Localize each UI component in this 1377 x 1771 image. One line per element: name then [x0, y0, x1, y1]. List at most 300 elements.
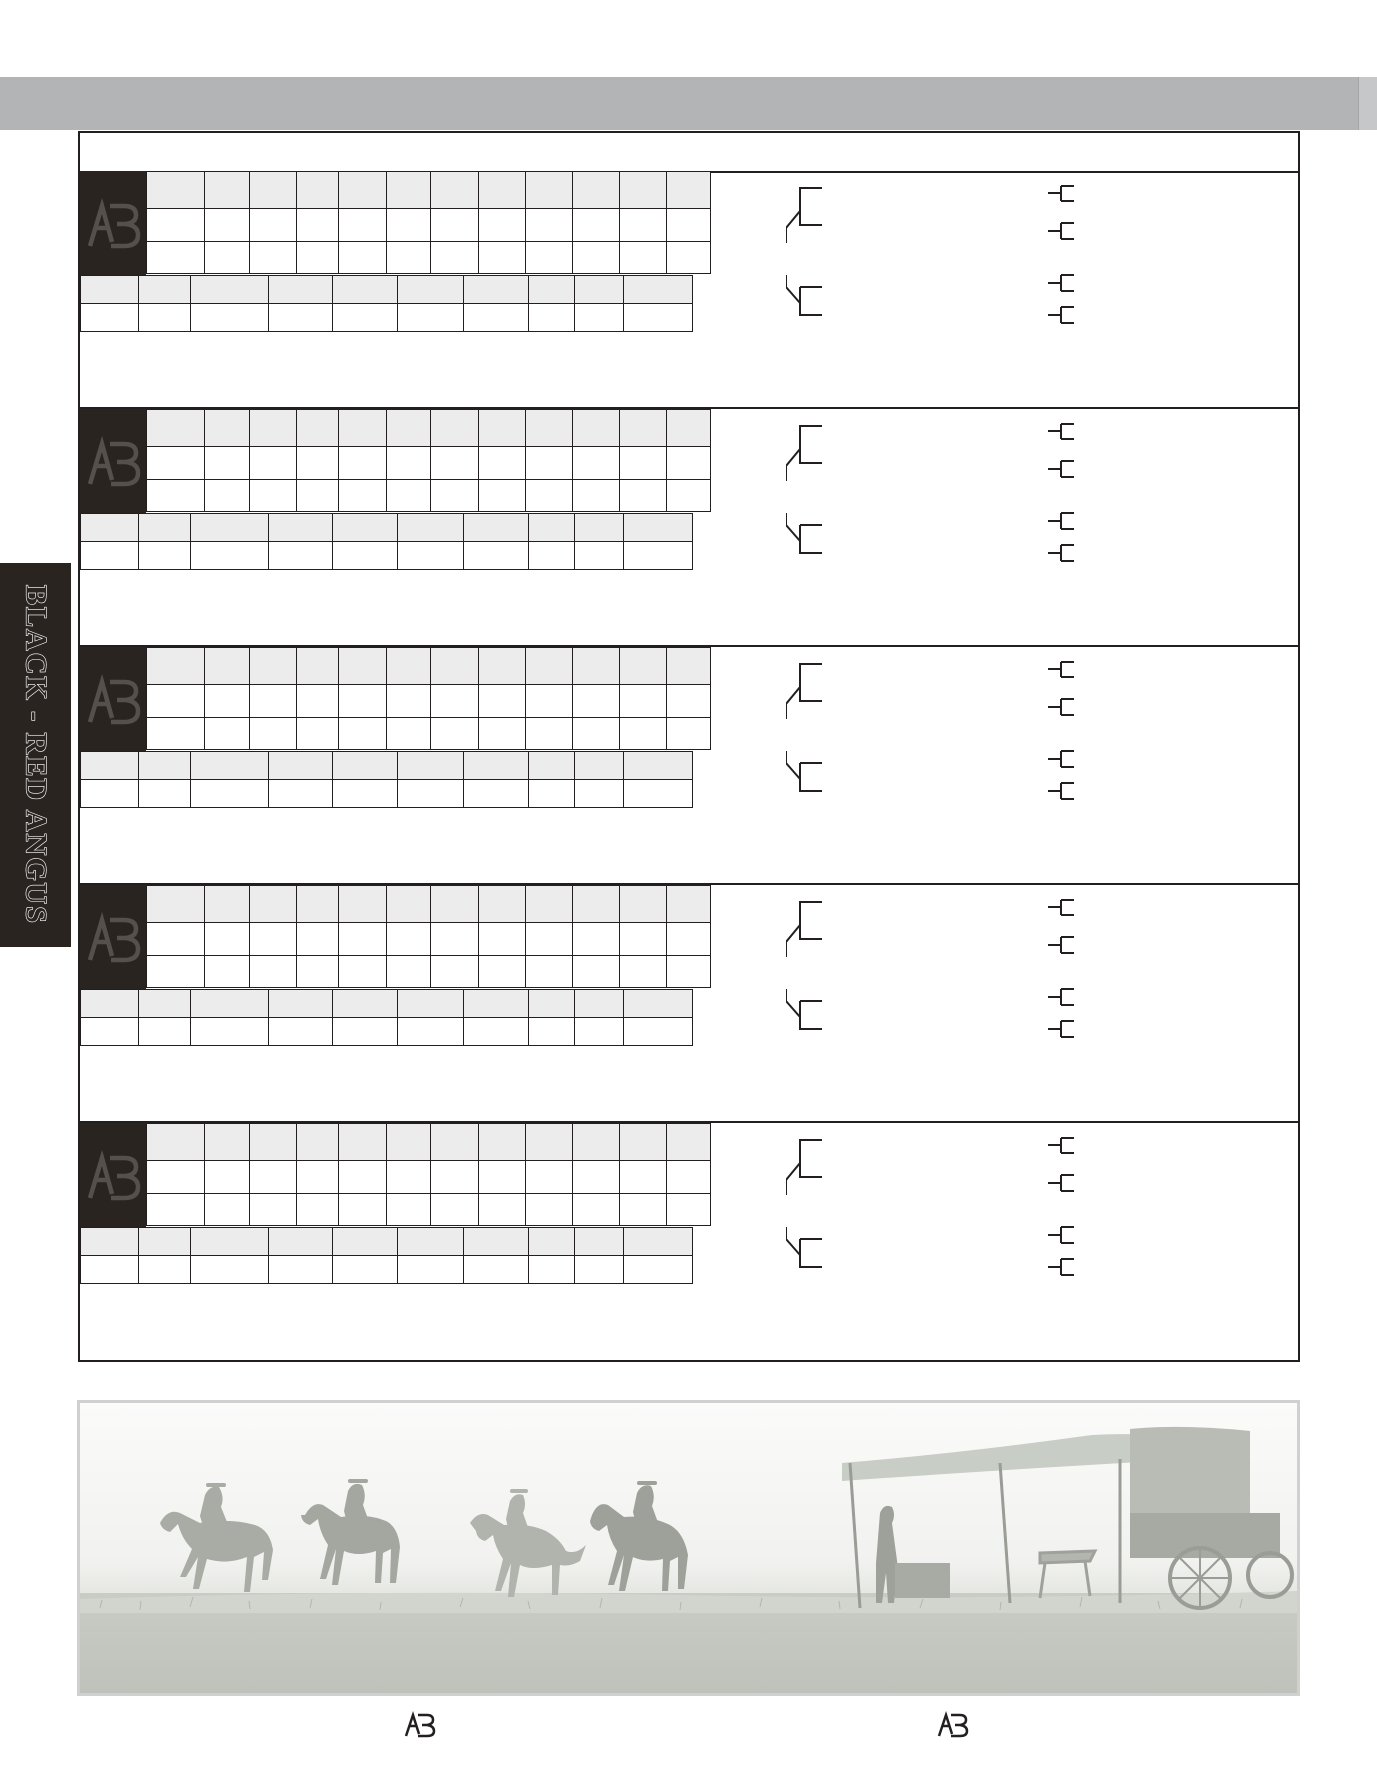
info-cell — [398, 1256, 464, 1284]
epd-cell — [297, 447, 339, 480]
epd-cell — [297, 718, 339, 750]
info-cell — [333, 514, 398, 542]
epd-cell — [573, 242, 620, 274]
epd-cell — [431, 447, 479, 480]
info-cell — [529, 542, 575, 570]
epd-cell — [620, 956, 667, 988]
side-tab — [0, 563, 71, 947]
epd-cell — [205, 447, 250, 480]
epd-cell — [526, 410, 573, 447]
epd-cell — [431, 209, 479, 242]
lot-info-grid — [80, 1227, 693, 1284]
epd-cell — [147, 410, 205, 447]
info-cell — [575, 1228, 624, 1256]
lot-brand-box — [80, 409, 146, 514]
epd-cell — [526, 718, 573, 750]
epd-cell — [620, 685, 667, 718]
info-cell — [529, 276, 575, 304]
epd-cell — [250, 1194, 297, 1226]
epd-cell — [667, 1124, 711, 1161]
epd-cell — [479, 1161, 526, 1194]
epd-cell — [573, 923, 620, 956]
epd-cell — [205, 1124, 250, 1161]
epd-cell — [479, 410, 526, 447]
info-cell — [529, 1018, 575, 1046]
epd-cell — [205, 886, 250, 923]
info-cell — [333, 990, 398, 1018]
epd-cell — [479, 1194, 526, 1226]
epd-cell — [667, 172, 711, 209]
epd-cell — [387, 209, 431, 242]
rb-brand-icon — [84, 432, 142, 492]
epd-cell — [667, 685, 711, 718]
epd-cell — [620, 923, 667, 956]
epd-cell — [479, 172, 526, 209]
lot-block-2 — [80, 409, 1298, 647]
epd-cell — [250, 886, 297, 923]
epd-cell — [479, 447, 526, 480]
cowboy-photo — [77, 1400, 1300, 1696]
epd-cell — [431, 242, 479, 274]
pedigree-bracket — [786, 897, 1186, 1047]
epd-cell — [147, 648, 205, 685]
epd-cell — [339, 209, 387, 242]
epd-cell — [620, 886, 667, 923]
epd-cell — [297, 1124, 339, 1161]
info-cell — [269, 542, 333, 570]
epd-cell — [147, 1194, 205, 1226]
epd-cell — [526, 1161, 573, 1194]
epd-cell — [250, 172, 297, 209]
epd-cell — [479, 956, 526, 988]
pedigree-bracket — [786, 421, 1186, 571]
epd-cell — [667, 923, 711, 956]
epd-cell — [620, 1124, 667, 1161]
epd-cell — [479, 923, 526, 956]
info-cell — [81, 1018, 139, 1046]
epd-cell — [431, 172, 479, 209]
info-cell — [398, 990, 464, 1018]
epd-cell — [387, 648, 431, 685]
info-cell — [139, 514, 191, 542]
epd-cell — [479, 1124, 526, 1161]
info-cell — [139, 1256, 191, 1284]
epd-cell — [387, 410, 431, 447]
epd-cell — [573, 956, 620, 988]
epd-cell — [250, 648, 297, 685]
epd-cell — [297, 480, 339, 512]
epd-cell — [339, 1124, 387, 1161]
epd-cell — [205, 1194, 250, 1226]
epd-cell — [573, 480, 620, 512]
epd-cell — [431, 648, 479, 685]
epd-cell — [387, 1124, 431, 1161]
epd-cell — [297, 1194, 339, 1226]
epd-cell — [147, 685, 205, 718]
epd-cell — [147, 480, 205, 512]
lot-block-3 — [80, 647, 1298, 885]
epd-cell — [147, 209, 205, 242]
epd-cell — [205, 410, 250, 447]
epd-cell — [297, 886, 339, 923]
epd-cell — [620, 648, 667, 685]
epd-cell — [387, 242, 431, 274]
info-cell — [191, 780, 269, 808]
epd-cell — [431, 480, 479, 512]
top-gray-bar — [0, 77, 1377, 130]
info-cell — [575, 304, 624, 332]
epd-cell — [620, 410, 667, 447]
info-cell — [81, 1228, 139, 1256]
epd-cell — [573, 685, 620, 718]
epd-cell — [620, 447, 667, 480]
info-cell — [464, 276, 529, 304]
info-cell — [81, 304, 139, 332]
epd-cell — [339, 685, 387, 718]
info-cell — [529, 514, 575, 542]
info-cell — [191, 1256, 269, 1284]
epd-cell — [431, 410, 479, 447]
info-cell — [191, 990, 269, 1018]
info-cell — [269, 276, 333, 304]
epd-cell — [250, 209, 297, 242]
footer-brand-logo-left — [402, 1710, 436, 1740]
epd-cell — [479, 886, 526, 923]
epd-cell — [431, 1161, 479, 1194]
epd-cell — [526, 886, 573, 923]
info-cell — [398, 780, 464, 808]
top-bar-edge — [1358, 77, 1377, 130]
epd-cell — [667, 886, 711, 923]
epd-cell — [620, 480, 667, 512]
lot-brand-box — [80, 171, 146, 276]
epd-cell — [526, 923, 573, 956]
info-cell — [81, 1256, 139, 1284]
epd-cell — [147, 956, 205, 988]
info-cell — [398, 514, 464, 542]
epd-cell — [339, 1161, 387, 1194]
epd-cell — [620, 242, 667, 274]
pedigree-bracket — [786, 659, 1186, 809]
epd-cell — [147, 1124, 205, 1161]
epd-cell — [250, 923, 297, 956]
info-cell — [464, 990, 529, 1018]
rb-brand-icon — [84, 194, 142, 254]
epd-cell — [205, 685, 250, 718]
info-cell — [191, 304, 269, 332]
epd-cell — [387, 172, 431, 209]
epd-cell — [250, 956, 297, 988]
epd-cell — [573, 410, 620, 447]
epd-cell — [387, 1161, 431, 1194]
lot-brand-box — [80, 1123, 146, 1228]
info-cell — [81, 990, 139, 1018]
epd-cell — [339, 718, 387, 750]
epd-cell — [205, 1161, 250, 1194]
epd-cell — [147, 1161, 205, 1194]
info-cell — [191, 276, 269, 304]
epd-cell — [620, 209, 667, 242]
sale-lots-frame — [78, 131, 1300, 1362]
epd-grid — [146, 171, 711, 274]
epd-cell — [526, 1124, 573, 1161]
info-cell — [624, 1018, 693, 1046]
epd-cell — [387, 956, 431, 988]
rb-brand-icon — [84, 908, 142, 968]
epd-cell — [339, 447, 387, 480]
epd-cell — [431, 685, 479, 718]
epd-grid — [146, 885, 711, 988]
epd-cell — [620, 172, 667, 209]
epd-cell — [667, 1194, 711, 1226]
info-cell — [191, 1018, 269, 1046]
lot-info-grid — [80, 275, 693, 332]
epd-cell — [526, 648, 573, 685]
epd-cell — [387, 886, 431, 923]
info-cell — [529, 1228, 575, 1256]
info-cell — [575, 276, 624, 304]
pedigree-bracket — [786, 1135, 1186, 1285]
epd-cell — [297, 242, 339, 274]
epd-cell — [205, 648, 250, 685]
epd-cell — [297, 209, 339, 242]
info-cell — [575, 780, 624, 808]
info-cell — [269, 304, 333, 332]
pedigree-bracket — [786, 183, 1186, 333]
epd-cell — [339, 172, 387, 209]
side-tab-label: BLACK - RED ANGUS — [19, 585, 53, 925]
epd-cell — [479, 718, 526, 750]
epd-cell — [573, 718, 620, 750]
info-cell — [81, 542, 139, 570]
lot-block-5 — [80, 1123, 1298, 1361]
lot-brand-box — [80, 647, 146, 752]
epd-cell — [667, 209, 711, 242]
info-cell — [333, 1228, 398, 1256]
info-cell — [464, 1228, 529, 1256]
epd-cell — [147, 923, 205, 956]
info-cell — [333, 752, 398, 780]
info-cell — [333, 304, 398, 332]
lot-block-1 — [80, 171, 1298, 409]
info-cell — [398, 276, 464, 304]
rb-brand-icon — [84, 670, 142, 730]
epd-cell — [297, 956, 339, 988]
info-cell — [269, 1256, 333, 1284]
epd-cell — [479, 209, 526, 242]
info-cell — [464, 514, 529, 542]
epd-cell — [526, 172, 573, 209]
info-cell — [624, 780, 693, 808]
info-cell — [333, 780, 398, 808]
epd-cell — [147, 447, 205, 480]
epd-cell — [297, 648, 339, 685]
epd-cell — [250, 1124, 297, 1161]
epd-cell — [339, 648, 387, 685]
info-cell — [575, 542, 624, 570]
info-cell — [464, 304, 529, 332]
epd-cell — [573, 447, 620, 480]
epd-cell — [620, 1161, 667, 1194]
epd-cell — [250, 718, 297, 750]
info-cell — [269, 990, 333, 1018]
epd-cell — [387, 685, 431, 718]
epd-cell — [573, 209, 620, 242]
lot-info-grid — [80, 513, 693, 570]
info-cell — [398, 542, 464, 570]
info-cell — [269, 1228, 333, 1256]
epd-cell — [526, 956, 573, 988]
epd-cell — [250, 1161, 297, 1194]
epd-cell — [387, 447, 431, 480]
epd-cell — [339, 480, 387, 512]
epd-cell — [526, 1194, 573, 1226]
info-cell — [624, 276, 693, 304]
epd-cell — [526, 480, 573, 512]
epd-cell — [147, 172, 205, 209]
info-cell — [269, 752, 333, 780]
info-cell — [624, 542, 693, 570]
epd-cell — [667, 242, 711, 274]
lot-brand-box — [80, 885, 146, 990]
epd-cell — [431, 956, 479, 988]
epd-cell — [573, 1124, 620, 1161]
info-cell — [575, 1018, 624, 1046]
epd-cell — [297, 923, 339, 956]
epd-cell — [667, 956, 711, 988]
epd-cell — [667, 410, 711, 447]
epd-cell — [479, 685, 526, 718]
info-cell — [139, 542, 191, 570]
info-cell — [624, 1256, 693, 1284]
epd-cell — [620, 1194, 667, 1226]
epd-cell — [147, 886, 205, 923]
epd-cell — [250, 410, 297, 447]
info-cell — [81, 276, 139, 304]
frame-header-row — [80, 133, 1298, 173]
info-cell — [269, 780, 333, 808]
info-cell — [139, 990, 191, 1018]
epd-cell — [147, 242, 205, 274]
footer-brand-logo-right — [935, 1710, 969, 1740]
epd-cell — [339, 410, 387, 447]
epd-cell — [431, 886, 479, 923]
epd-cell — [573, 648, 620, 685]
info-cell — [139, 752, 191, 780]
info-cell — [81, 514, 139, 542]
info-cell — [464, 1018, 529, 1046]
info-cell — [624, 1228, 693, 1256]
info-cell — [333, 542, 398, 570]
epd-cell — [667, 648, 711, 685]
info-cell — [269, 514, 333, 542]
epd-cell — [297, 1161, 339, 1194]
info-cell — [191, 514, 269, 542]
epd-cell — [205, 242, 250, 274]
info-cell — [575, 514, 624, 542]
lot-block-4 — [80, 885, 1298, 1123]
epd-cell — [573, 1194, 620, 1226]
info-cell — [139, 304, 191, 332]
epd-cell — [620, 718, 667, 750]
info-cell — [464, 780, 529, 808]
info-cell — [269, 1018, 333, 1046]
info-cell — [139, 1018, 191, 1046]
epd-cell — [387, 718, 431, 750]
info-cell — [398, 1018, 464, 1046]
epd-grid — [146, 1123, 711, 1226]
epd-cell — [479, 480, 526, 512]
epd-cell — [387, 923, 431, 956]
info-cell — [139, 276, 191, 304]
epd-cell — [431, 1194, 479, 1226]
info-cell — [191, 1228, 269, 1256]
epd-cell — [205, 480, 250, 512]
info-cell — [398, 752, 464, 780]
info-cell — [464, 1256, 529, 1284]
info-cell — [81, 752, 139, 780]
info-cell — [529, 780, 575, 808]
info-cell — [624, 752, 693, 780]
info-cell — [191, 752, 269, 780]
info-cell — [139, 1228, 191, 1256]
info-cell — [529, 304, 575, 332]
info-cell — [624, 304, 693, 332]
info-cell — [81, 780, 139, 808]
epd-cell — [387, 480, 431, 512]
info-cell — [575, 990, 624, 1018]
info-cell — [624, 990, 693, 1018]
cowboy-photo-image — [80, 1403, 1297, 1693]
info-cell — [333, 1018, 398, 1046]
epd-cell — [250, 685, 297, 718]
epd-cell — [431, 718, 479, 750]
epd-cell — [667, 447, 711, 480]
epd-cell — [297, 172, 339, 209]
info-cell — [529, 990, 575, 1018]
lot-info-grid — [80, 751, 693, 808]
info-cell — [529, 752, 575, 780]
info-cell — [624, 514, 693, 542]
epd-cell — [526, 209, 573, 242]
rb-brand-icon — [84, 1146, 142, 1206]
epd-cell — [205, 718, 250, 750]
epd-cell — [250, 447, 297, 480]
info-cell — [464, 542, 529, 570]
epd-cell — [431, 923, 479, 956]
info-cell — [464, 752, 529, 780]
info-cell — [191, 542, 269, 570]
epd-grid — [146, 647, 711, 750]
epd-cell — [339, 956, 387, 988]
epd-cell — [667, 1161, 711, 1194]
info-cell — [398, 1228, 464, 1256]
info-cell — [575, 1256, 624, 1284]
epd-cell — [297, 410, 339, 447]
epd-cell — [667, 718, 711, 750]
epd-cell — [526, 447, 573, 480]
lot-info-grid — [80, 989, 693, 1046]
epd-cell — [387, 1194, 431, 1226]
info-cell — [333, 276, 398, 304]
epd-cell — [573, 1161, 620, 1194]
info-cell — [139, 780, 191, 808]
epd-cell — [431, 1124, 479, 1161]
epd-cell — [205, 209, 250, 242]
epd-cell — [147, 718, 205, 750]
epd-cell — [526, 685, 573, 718]
info-cell — [575, 752, 624, 780]
